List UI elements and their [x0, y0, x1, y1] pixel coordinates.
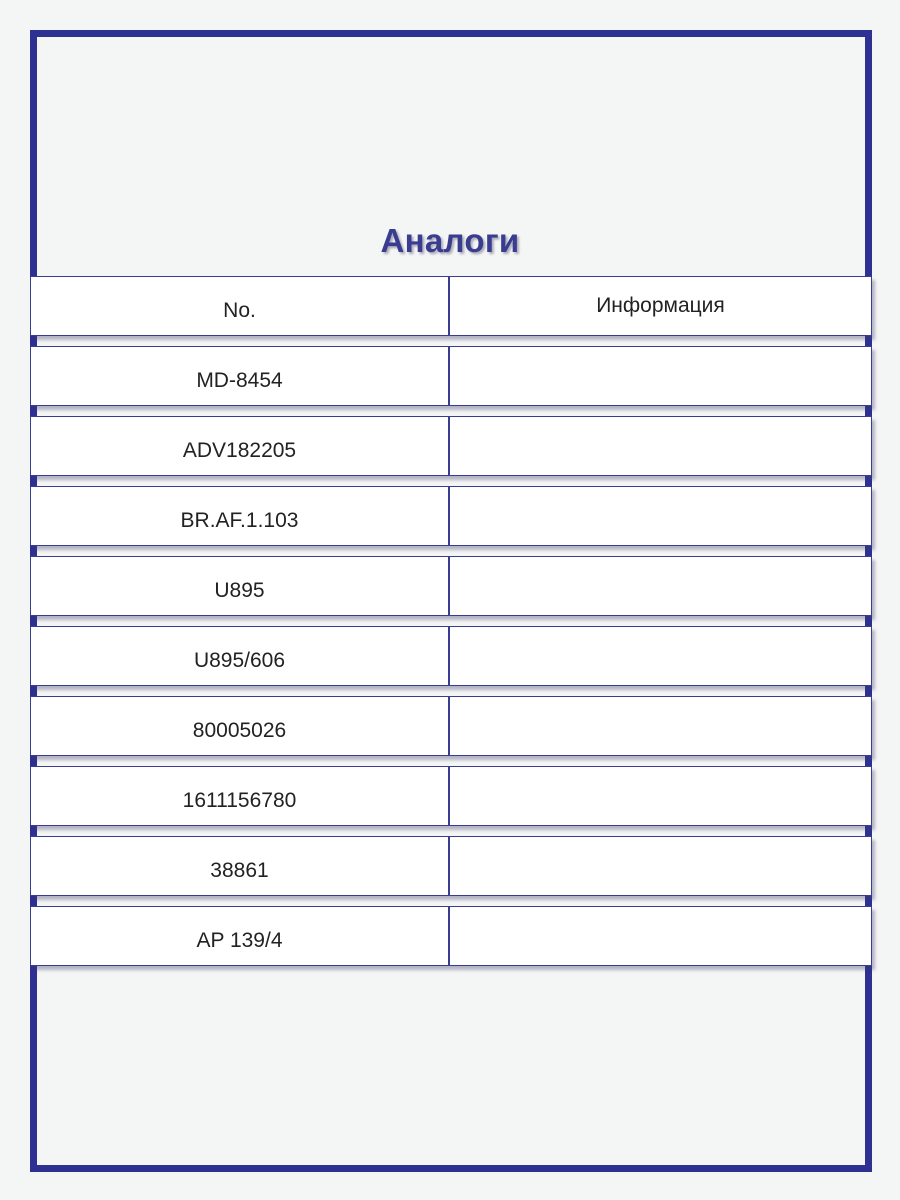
table-row [30, 486, 872, 546]
table-row [30, 556, 872, 616]
info-cell [450, 557, 871, 615]
info-cell [450, 417, 871, 475]
info-cell [450, 627, 871, 685]
part-number-cell: U895/606 [31, 627, 450, 685]
part-number-cell: 80005026 [31, 697, 450, 755]
table-row [30, 416, 872, 476]
part-number-cell: U895 [31, 557, 450, 615]
table-row [30, 766, 872, 826]
info-cell [450, 697, 871, 755]
info-cell [450, 907, 871, 965]
table-row [30, 346, 872, 406]
part-number-cell: ADV182205 [31, 417, 450, 475]
part-number-cell: AP 139/4 [31, 907, 450, 965]
part-number-cell: 1611156780 [31, 767, 450, 825]
info-cell [450, 347, 871, 405]
table-row [30, 836, 872, 896]
part-number-cell: BR.AF.1.103 [31, 487, 450, 545]
table-header-row [30, 276, 872, 336]
header-info: Информация [596, 294, 725, 317]
info-cell [450, 837, 871, 895]
table-row [30, 906, 872, 966]
header-no: No. [31, 277, 450, 335]
analogs-table [30, 276, 872, 976]
part-number-cell: 38861 [31, 837, 450, 895]
info-cell [450, 767, 871, 825]
part-number-cell: MD-8454 [31, 347, 450, 405]
info-cell [450, 487, 871, 545]
table-row [30, 626, 872, 686]
page-title: Аналоги [380, 222, 520, 259]
table-row [30, 696, 872, 756]
